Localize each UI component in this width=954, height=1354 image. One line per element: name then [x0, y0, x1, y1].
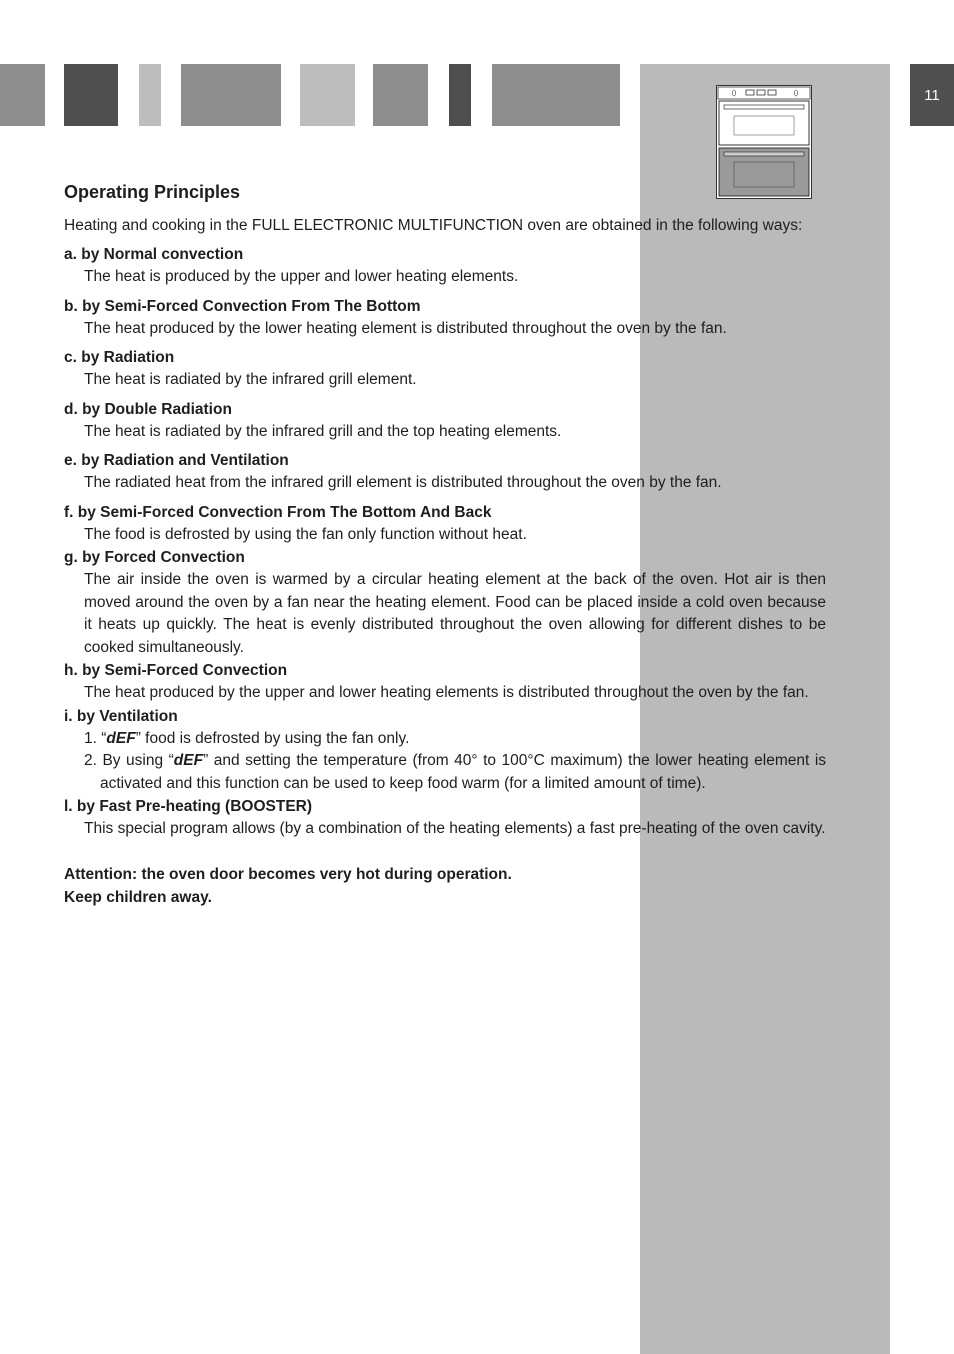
header-band	[373, 64, 428, 126]
item-body: The food is defrosted by using the fan only function without heat.	[84, 525, 527, 543]
item-heading: f. by Semi-Forced Convection From The Bottom And Back	[64, 503, 492, 521]
def-code: dEF	[173, 752, 204, 769]
item-heading: a. by Normal convection	[64, 246, 244, 263]
header-band	[300, 64, 355, 126]
content	[64, 178, 826, 909]
item-heading: b. by Semi-Forced Convection From The Bottom	[64, 297, 421, 315]
list-item	[64, 546, 826, 659]
item-body: The air inside the oven is warmed by a circular heating element at the back of the oven. Hot air is then moved around the oven by a fan near the heating element. Food can be placed inside a cold oven because it heats up quickly. The heat is evenly distributed throughout the oven allowing for different dishes to be cooked simultaneously.	[84, 571, 826, 656]
ventilation-sub-1	[64, 728, 826, 751]
header-band	[181, 64, 281, 126]
page-number: 11	[910, 64, 954, 126]
item-heading: h. by Semi-Forced Convection	[64, 662, 288, 679]
item-body: This special program allows (by a combination of the heating elements) a fast pre-heating of the oven cavity.	[84, 820, 826, 837]
list-item	[64, 346, 826, 392]
item-body: The heat is radiated by the infrared grill element.	[84, 371, 417, 388]
list-item-ventilation	[64, 705, 826, 796]
item-body: The heat produced by the lower heating element is distributed throughout the oven by the fan.	[84, 319, 727, 337]
list-item	[64, 501, 826, 547]
item-heading: g. by Forced Convection	[64, 549, 245, 566]
page-title: Operating Principles	[64, 182, 241, 202]
item-body: The heat produced by the upper and lower heating elements is distributed throughout the oven by the fan.	[84, 684, 809, 701]
item-heading: d. by Double Radiation	[64, 400, 232, 418]
list-item	[64, 659, 826, 705]
item-heading: e. by Radiation and Ventilation	[64, 452, 289, 469]
list-item	[64, 449, 826, 495]
header-band	[0, 64, 45, 126]
item-heading: i. by Ventilation	[64, 707, 178, 725]
header-band	[64, 64, 118, 126]
header-band	[492, 64, 620, 126]
item-body: The heat is produced by the upper and lower heating elements.	[84, 268, 519, 285]
attention-warning	[64, 863, 826, 909]
list-item-booster	[64, 795, 826, 841]
attention-line: Attention: the oven door becomes very hot during operation.	[64, 865, 512, 883]
text-part: ” food is defrosted by using the fan only.	[135, 729, 410, 747]
item-heading: l. by Fast Pre-heating (BOOSTER)	[64, 798, 313, 815]
item-heading: c. by Radiation	[64, 349, 175, 366]
ventilation-sub-2	[64, 750, 826, 795]
text-part: 1. “	[84, 729, 107, 747]
header-band	[139, 64, 161, 126]
list-item	[64, 295, 826, 341]
list-item	[64, 243, 826, 289]
text-part: 2. By using “	[84, 752, 174, 769]
attention-line: Keep children away.	[64, 888, 212, 906]
intro-text: Heating and cooking in the FULL ELECTRONIC MULTIFUNCTION oven are obtained in the following ways:	[64, 217, 803, 234]
header-band	[449, 64, 471, 126]
list-item	[64, 398, 826, 444]
item-body: The radiated heat from the infrared grill element is distributed throughout the oven by the fan.	[84, 474, 722, 491]
text-part: ” and setting the temperature (from 40° to 100°C maximum) the lower heating element is activated and this function can be used to keep food warm (for a limited amount of time).	[100, 752, 827, 792]
def-code: dEF	[106, 729, 136, 747]
item-body: The heat is radiated by the infrared grill and the top heating elements.	[84, 422, 562, 440]
